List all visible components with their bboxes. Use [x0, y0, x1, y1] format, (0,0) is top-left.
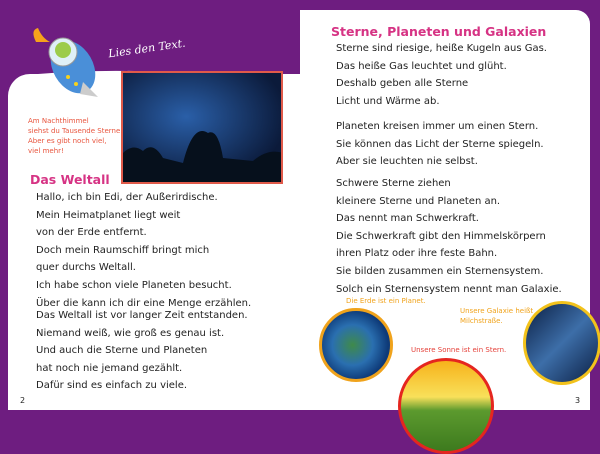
earth-caption: Die Erde ist ein Planet. [346, 297, 426, 305]
text-line: Dafür sind es einfach zu viele. [36, 380, 188, 392]
text-line: Die Schwerkraft gibt den Himmelskörpern [336, 230, 546, 242]
right-paragraph-1 [336, 40, 547, 110]
caption-line: Am Nachthimmel [28, 117, 89, 125]
text-line: Mein Heimatplanet liegt weit [36, 209, 181, 221]
text-line: Solch ein Sternensystem nennt man Galaxie. [336, 283, 562, 295]
text-line: Aber sie leuchten nie selbst. [336, 156, 478, 168]
text-line: Deshalb geben alle Sterne [336, 78, 469, 90]
caption-line: siehst du Tausende Sterne. [28, 127, 123, 135]
text-line: Sie bilden zusammen ein Sternensystem. [336, 265, 544, 277]
sun-caption: Unsere Sonne ist ein Stern. [411, 346, 507, 354]
sunset-landscape-photo [398, 358, 494, 454]
caption-line: Aber es gibt noch viel, [28, 137, 107, 145]
text-line: Sterne sind riesige, heiße Kugeln aus Gas. [336, 43, 547, 54]
caption-line: Unsere Galaxie heißt [460, 307, 534, 315]
earth-photo [319, 308, 393, 382]
text-line: Schwere Sterne ziehen [336, 178, 451, 189]
right-paragraph-3 [336, 175, 562, 298]
caption-line: Milchstraße. [460, 317, 503, 325]
instruction-text: Lies den Text. [107, 36, 187, 61]
left-paragraph-2 [36, 307, 248, 395]
text-line: quer durchs Weltall. [36, 262, 136, 274]
page-number-left: 2 [20, 396, 26, 405]
text-line: Ich habe schon viele Planeten besucht. [36, 279, 232, 291]
left-title: Das Weltall [30, 172, 110, 187]
text-line: Doch mein Raumschiff bringt mich [36, 244, 210, 256]
page-number-right: 3 [575, 396, 581, 405]
text-line: Sie können das Licht der Sterne spiegeln. [336, 138, 544, 150]
text-line: hat noch nie jemand gezählt. [36, 362, 183, 374]
sky-caption [28, 116, 122, 156]
night-sky-photo [121, 71, 283, 184]
text-line: Das heiße Gas leuchtet und glüht. [336, 60, 507, 72]
text-line: Und auch die Sterne und Planeten [36, 345, 208, 357]
caption-line: viel mehr! [28, 147, 64, 155]
right-paragraph-2 [336, 118, 544, 171]
text-line: Das nennt man Schwerkraft. [336, 213, 479, 225]
text-line: kleinere Sterne und Planeten an. [336, 195, 501, 207]
text-line: Planeten kreisen immer um einen Stern. [336, 121, 539, 132]
alien-rocket-illustration [28, 22, 108, 102]
milky-way-photo [523, 301, 600, 385]
text-line: Licht und Wärme ab. [336, 95, 440, 107]
text-line: von der Erde entfernt. [36, 227, 147, 239]
text-line: Hallo, ich bin Edi, der Außerirdische. [36, 192, 218, 203]
left-paragraph-1 [36, 189, 251, 312]
right-title: Sterne, Planeten und Galaxien [331, 24, 547, 39]
galaxy-caption [460, 306, 533, 326]
text-line: ihren Platz oder ihre feste Bahn. [336, 248, 498, 260]
text-line: Das Weltall ist vor langer Zeit entstanden. [36, 310, 248, 321]
text-line: Niemand weiß, wie groß es genau ist. [36, 327, 225, 339]
text-line: Über die kann ich dir eine Menge erzählen. [36, 297, 252, 309]
